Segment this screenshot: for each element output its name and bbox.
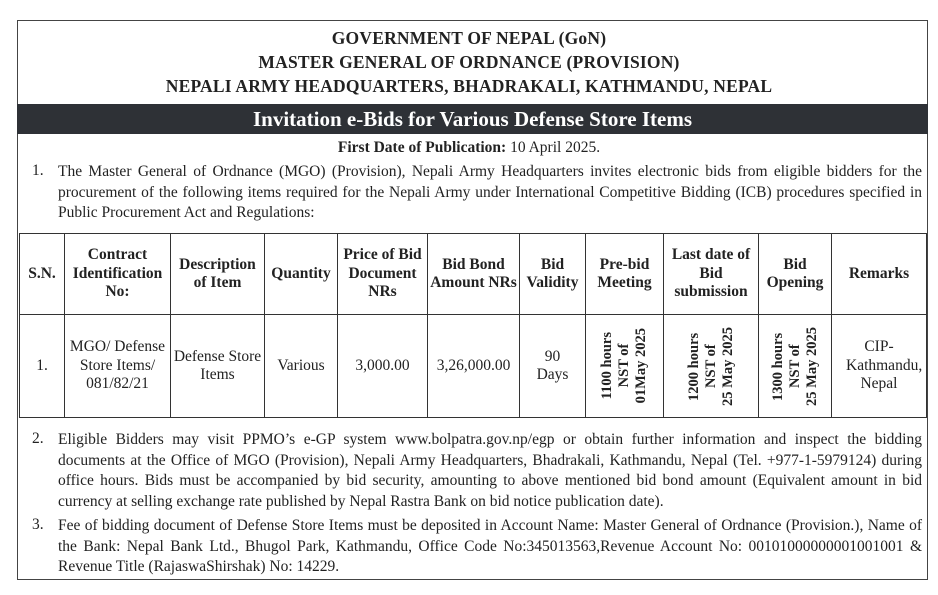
para1-number: 1. [32,162,44,179]
bid-table [19,233,927,418]
para1-text: The Master General of Ordnance (MGO) (Provision), Nepali Army Headquarters invites electronic bids from eligible bidders for the procurement of the following items required for the Nepali Army under International Competitive Bidding (ICB) procedures specified in Public Procurement Act and Regulations: [58,163,922,221]
cell-description: Defense Store Items [171,315,265,418]
notice-title-banner [17,104,928,134]
cell-last-date [664,315,759,418]
table-row [20,315,927,418]
para3-number: 3. [32,516,44,533]
para2-number: 2. [32,430,44,447]
col-header-price: Price of Bid Document NRs [338,234,428,315]
publication-value: 10 April 2025. [510,139,601,156]
header-address: NEPALI ARMY HEADQUARTERS, BHADRAKALI, KATHMANDU, NEPAL [165,76,773,96]
col-header-description: Description of Item [171,234,265,315]
header-government: GOVERNMENT OF NEPAL (GoN) [331,28,607,48]
last-date-text: 1200 hours NST of 25 May 2025 [685,326,736,406]
cell-remarks: CIP-Kathmandu, Nepal [832,315,927,418]
col-header-contract-id: Contract Identification No: [65,234,171,315]
table-header-row [20,234,927,315]
col-header-sn: S.N. [20,234,65,315]
col-header-prebid: Pre-bid Meeting [586,234,664,315]
para2-text: Eligible Bidders may visit PPMO’s e-GP system www.bolpatra.gov.np/egp or obtain further information and inspect the bidding documents at the Office of MGO (Provision), Nepali Army Headquarters, Bhadrakali, Kathmandu, Nepal (Tel. +977-1-5979124) during office hours. Bids must be accompanied by bid security, amounting to above mentioned bid bond amount (Equivalent amount in bid currency at selling exchange rate published by Nepal Rastra Bank on bid notice publication date). [58,431,922,510]
header-office: MASTER GENERAL OF ORDNANCE (PROVISION) [258,52,680,72]
cell-opening [759,315,832,418]
para3-text: Fee of bidding document of Defense Store Items must be deposited in Account Name: Master General of Ordnance (Provision.), Name of the Bank: Nepal Bank Ltd., Bhugol Park, Kathmandu, Office Code No:345013563,Revenue Account No: 00101000000001001001 & Revenue Title (RajaswaShirshak) No: 14229. [58,517,922,575]
col-header-opening: Bid Opening [759,234,832,315]
col-header-last-date: Last date of Bid submission [664,234,759,315]
cell-bond: 3,26,000.00 [428,315,520,418]
prebid-text: 1100 hours NST of 01May 2025 [599,328,649,404]
cell-price: 3,000.00 [338,315,428,418]
cell-prebid [586,315,664,418]
opening-text: 1300 hours NST of 25 May 2025 [769,326,820,406]
cell-sn: 1. [20,315,65,418]
publication-date [0,139,938,157]
cell-quantity: Various [265,315,338,418]
publication-label: First Date of Publication: [337,139,507,156]
col-header-remarks: Remarks [832,234,927,315]
cell-contract-id: MGO/ Defense Store Items/ 081/82/21 [65,315,171,418]
col-header-bond: Bid Bond Amount NRs [428,234,520,315]
notice-title: Invitation e-Bids for Various Defense Store Items [252,107,693,131]
col-header-validity: Bid Validity [520,234,586,315]
col-header-quantity: Quantity [265,234,338,315]
cell-validity: 90 Days [520,315,586,418]
